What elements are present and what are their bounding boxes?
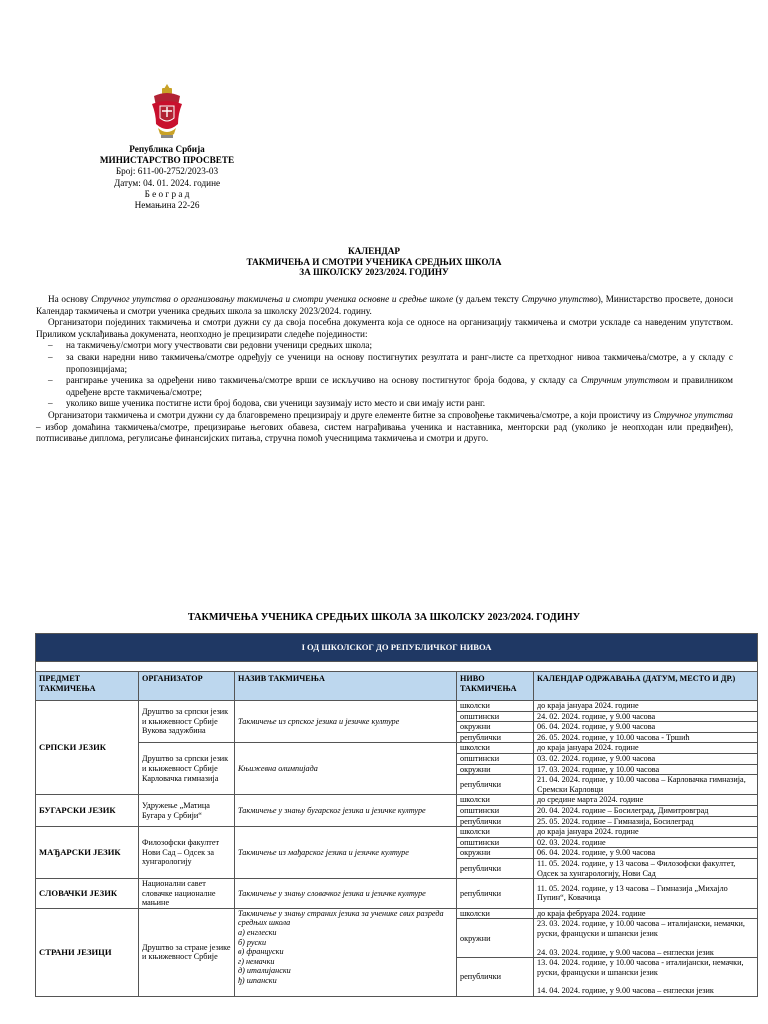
language-item: б) руски <box>238 937 267 947</box>
header-level: НИВО ТАКМИЧЕЊА <box>457 672 534 701</box>
calendar-cell: до краја јануара 2024. године <box>534 701 758 712</box>
competition-cell: Књижевна олимпијада <box>235 743 457 795</box>
language-item: г) немачки <box>238 956 275 966</box>
intro-paragraph-2: Организатори појединих такмичења и смотри дужни су да своја посебна документа која се односе на организацију такмичења и смотри ускладе са наведеним упутством. Приликом усклађивања докумената, неопходно је прецизирати следеће појединости: <box>36 317 733 339</box>
calendar-entry: 13. 04. 2024. године, у 10.00 часова - италијански, немачки, руски, француски и шпански језик <box>537 958 744 977</box>
level-cell: републички <box>457 958 534 997</box>
subject-cell: МАЂАРСКИ ЈЕЗИК <box>36 827 139 879</box>
calendar-cell: 06. 04. 2024. године, у 9.00 часова <box>534 848 758 859</box>
document-city: Б е о г р а д <box>144 188 190 199</box>
calendar-entry: 24. 03. 2024. године, у 9.00 часова – енглески језик <box>537 947 714 957</box>
competition-cell: Такмичење из српског језика и језичке културе <box>235 701 457 743</box>
level-cell: општински <box>457 753 534 764</box>
level-cell: општински <box>457 837 534 848</box>
ministry-address: Немањина 22-26 <box>134 200 200 211</box>
country-name: Република Србија <box>129 144 205 154</box>
organizer-cell: Друштво за српски језик и књижевност Србије Вукова задужбина <box>139 701 235 743</box>
competition-cell: Такмичење из мађарског језика и језичке културе <box>235 827 457 879</box>
header-subject: ПРЕДМЕТ ТАКМИЧЕЊА <box>36 672 139 701</box>
calendar-entry: 14. 04. 2024. године, у 9.00 часова – енглески језик <box>537 986 714 996</box>
level-cell: републички <box>457 775 534 795</box>
language-item: ђ) шпански <box>238 976 277 986</box>
calendar-entry: 23. 03. 2024. године, у 10.00 часова – италијански, немачки, руски, француски и шпански језик <box>537 919 745 939</box>
organizer-cell: Друштво за српски језик и књижевност Србије Карловачка гимназија <box>139 743 235 795</box>
subject-cell: БУГАРСКИ ЈЕЗИК <box>36 795 139 827</box>
calendar-cell: 11. 05. 2024. године, у 13 часова – Филозофски факултет, Одсек за хунгарологију, Нови Сад <box>534 858 758 878</box>
language-item: а) енглески <box>238 928 277 938</box>
calendar-cell: 24. 02. 2024. године, у 9.00 часова <box>534 711 758 722</box>
calendar-cell: 17. 03. 2024. године, у 10.00 часова <box>534 764 758 775</box>
intro-paragraph-3: Организатори такмичења и смотри дужни су да благовремено прецизирају и друге елементе битне за спровођење такмичења/смотре, а који проистичу из Стручног упутства – избор домаћина такмичења/смотре, прецизирање његових обавеза, систем награђивања ученика и наставника, менторски рад (уколико је неопходан или предвиђен), потписивање диплома, регулисање финансијских питања, стручна помоћ учесницима такмичења и смотри и друго. <box>36 409 733 444</box>
calendar-cell <box>534 958 758 997</box>
calendar-cell: до краја јануара 2024. године <box>534 827 758 838</box>
language-item: д) италијански <box>238 966 291 976</box>
organizer-cell: Друштво за стране језике и књижевност Србије <box>139 908 235 996</box>
organizer-cell: Национални савет словачке националне мањине <box>139 879 235 909</box>
list-item: – уколико више ученика постигне исти број бодова, сви ученици заузимају исто место и сви имају исти ранг. <box>48 398 486 409</box>
language-item: в) француски <box>238 947 284 957</box>
table-row <box>36 827 758 838</box>
letterhead <box>60 82 274 211</box>
level-cell: републички <box>457 732 534 743</box>
subject-cell: СТРАНИ ЈЕЗИЦИ <box>36 908 139 996</box>
table-band-title: I ОД ШКОЛСКОГ ДО РЕПУБЛИЧКОГ НИВОА <box>36 634 758 662</box>
calendar-cell: 03. 02. 2024. године, у 9.00 часова <box>534 753 758 764</box>
table-row <box>36 743 758 754</box>
level-cell: школски <box>457 701 534 712</box>
calendar-cell <box>534 919 758 958</box>
calendar-cell: 11. 05. 2024. године, у 13 часова – Гимназија „Михајло Пупин“, Ковачица <box>534 879 758 909</box>
calendar-cell: до краја јануара 2024. године <box>534 743 758 754</box>
level-cell: окружни <box>457 848 534 859</box>
calendar-cell: до краја фебруара 2024. године <box>534 908 758 919</box>
list-item: – за сваки наредни ниво такмичења/смотре одређују се ученици на основу постигнутих резултата и ранг-листе са претходног нивоа такмичења/смотре, а у складу с пропозицијама; <box>48 351 733 374</box>
level-cell: школски <box>457 827 534 838</box>
table-row <box>36 701 758 712</box>
title-line-2: ТАКМИЧЕЊА И СМОТРИ УЧЕНИКА СРЕДЊИХ ШКОЛА <box>246 256 502 267</box>
ministry-name: МИНИСТАРСТВО ПРОСВЕТЕ <box>99 155 235 166</box>
level-cell: републички <box>457 858 534 878</box>
subject-cell: СЛОВАЧКИ ЈЕЗИК <box>36 879 139 909</box>
calendar-cell: 25. 05. 2024. године – Гимназија, Босилеград <box>534 816 758 827</box>
document-date: Датум: 04. 01. 2024. године <box>113 177 221 188</box>
level-cell: републички <box>457 816 534 827</box>
section-title: ТАКМИЧЕЊА УЧЕНИКА СРЕДЊИХ ШКОЛА ЗА ШКОЛСКУ 2023/2024. ГОДИНУ <box>187 612 581 623</box>
table-header-row <box>36 672 758 701</box>
competition-title: Такмичење у знању страних језика за ученике свих разреда средњих школа <box>238 908 444 928</box>
organizer-cell: Филозофски факултет Нови Сад – Одсек за хунгарологију <box>139 827 235 879</box>
list-item: – на такмичењу/смотри могу учествовати сви редовни ученици средњих школа; <box>48 340 372 351</box>
document-title <box>0 246 748 278</box>
header-calendar: КАЛЕНДАР ОДРЖАВАЊА (ДАТУМ, МЕСТО И ДР.) <box>534 672 758 701</box>
competition-cell <box>235 908 457 996</box>
calendar-cell: 20. 04. 2024. године – Босилеград, Димитровград <box>534 805 758 816</box>
table-row <box>36 879 758 909</box>
organizer-cell: Удружење „Матица Бугара у Србији“ <box>139 795 235 827</box>
intro-paragraph-1: На основу Стручног упутства о организовању такмичења и смотри ученика основне и средње школе (у даљем тексту Стручно упутство), Министарство просвете, доноси Календар такмичења и смотри ученика средњих школа за школску 2023/2024. годину. <box>36 294 733 316</box>
calendar-cell: 06. 04. 2024. године, у 9.00 часова <box>534 722 758 733</box>
table-row <box>36 908 758 919</box>
competition-cell: Такмичење у знању бугарског језика и језичке културе <box>235 795 457 827</box>
calendar-cell: 21. 04. 2024. године, у 10.00 часова – Карловачка гимназија, Сремски Карловци <box>534 775 758 795</box>
level-cell: општински <box>457 805 534 816</box>
table-spacer <box>36 662 758 672</box>
level-cell: окружни <box>457 919 534 958</box>
subject-cell: СРПСКИ ЈЕЗИК <box>36 701 139 795</box>
level-cell: школски <box>457 908 534 919</box>
level-cell: окружни <box>457 764 534 775</box>
title-line-3: ЗА ШКОЛСКУ 2023/2024. ГОДИНУ <box>299 267 449 278</box>
level-cell: окружни <box>457 722 534 733</box>
table-row <box>36 795 758 806</box>
calendar-cell: 26. 05. 2024. године, у 10.00 часова - Тршић <box>534 732 758 743</box>
title-line-1: КАЛЕНДАР <box>348 246 400 256</box>
level-cell: школски <box>457 743 534 754</box>
calendar-cell: 02. 03. 2024. године <box>534 837 758 848</box>
competitions-table <box>35 633 758 997</box>
intro-text <box>36 294 733 445</box>
coat-of-arms-icon <box>150 82 184 142</box>
level-cell: републички <box>457 879 534 909</box>
requirements-list <box>36 340 733 410</box>
level-cell: школски <box>457 795 534 806</box>
header-organizer: ОРГАНИЗАТОР <box>139 672 235 701</box>
level-cell: општински <box>457 711 534 722</box>
list-item: – рангирање ученика за одређени ниво такмичења/смотре врши се искључиво на основу постигнутог броја бодова, у складу са Стручним упутством и правилником одређене врсте такмичења/смотре; <box>48 375 733 397</box>
document-number: Број: 611-00-2752/2023-03 <box>115 166 219 177</box>
header-name: НАЗИВ ТАКМИЧЕЊА <box>235 672 457 701</box>
competition-cell: Такмичење у знању словачког језика и језичке културе <box>235 879 457 909</box>
calendar-cell: до средине марта 2024. године <box>534 795 758 806</box>
